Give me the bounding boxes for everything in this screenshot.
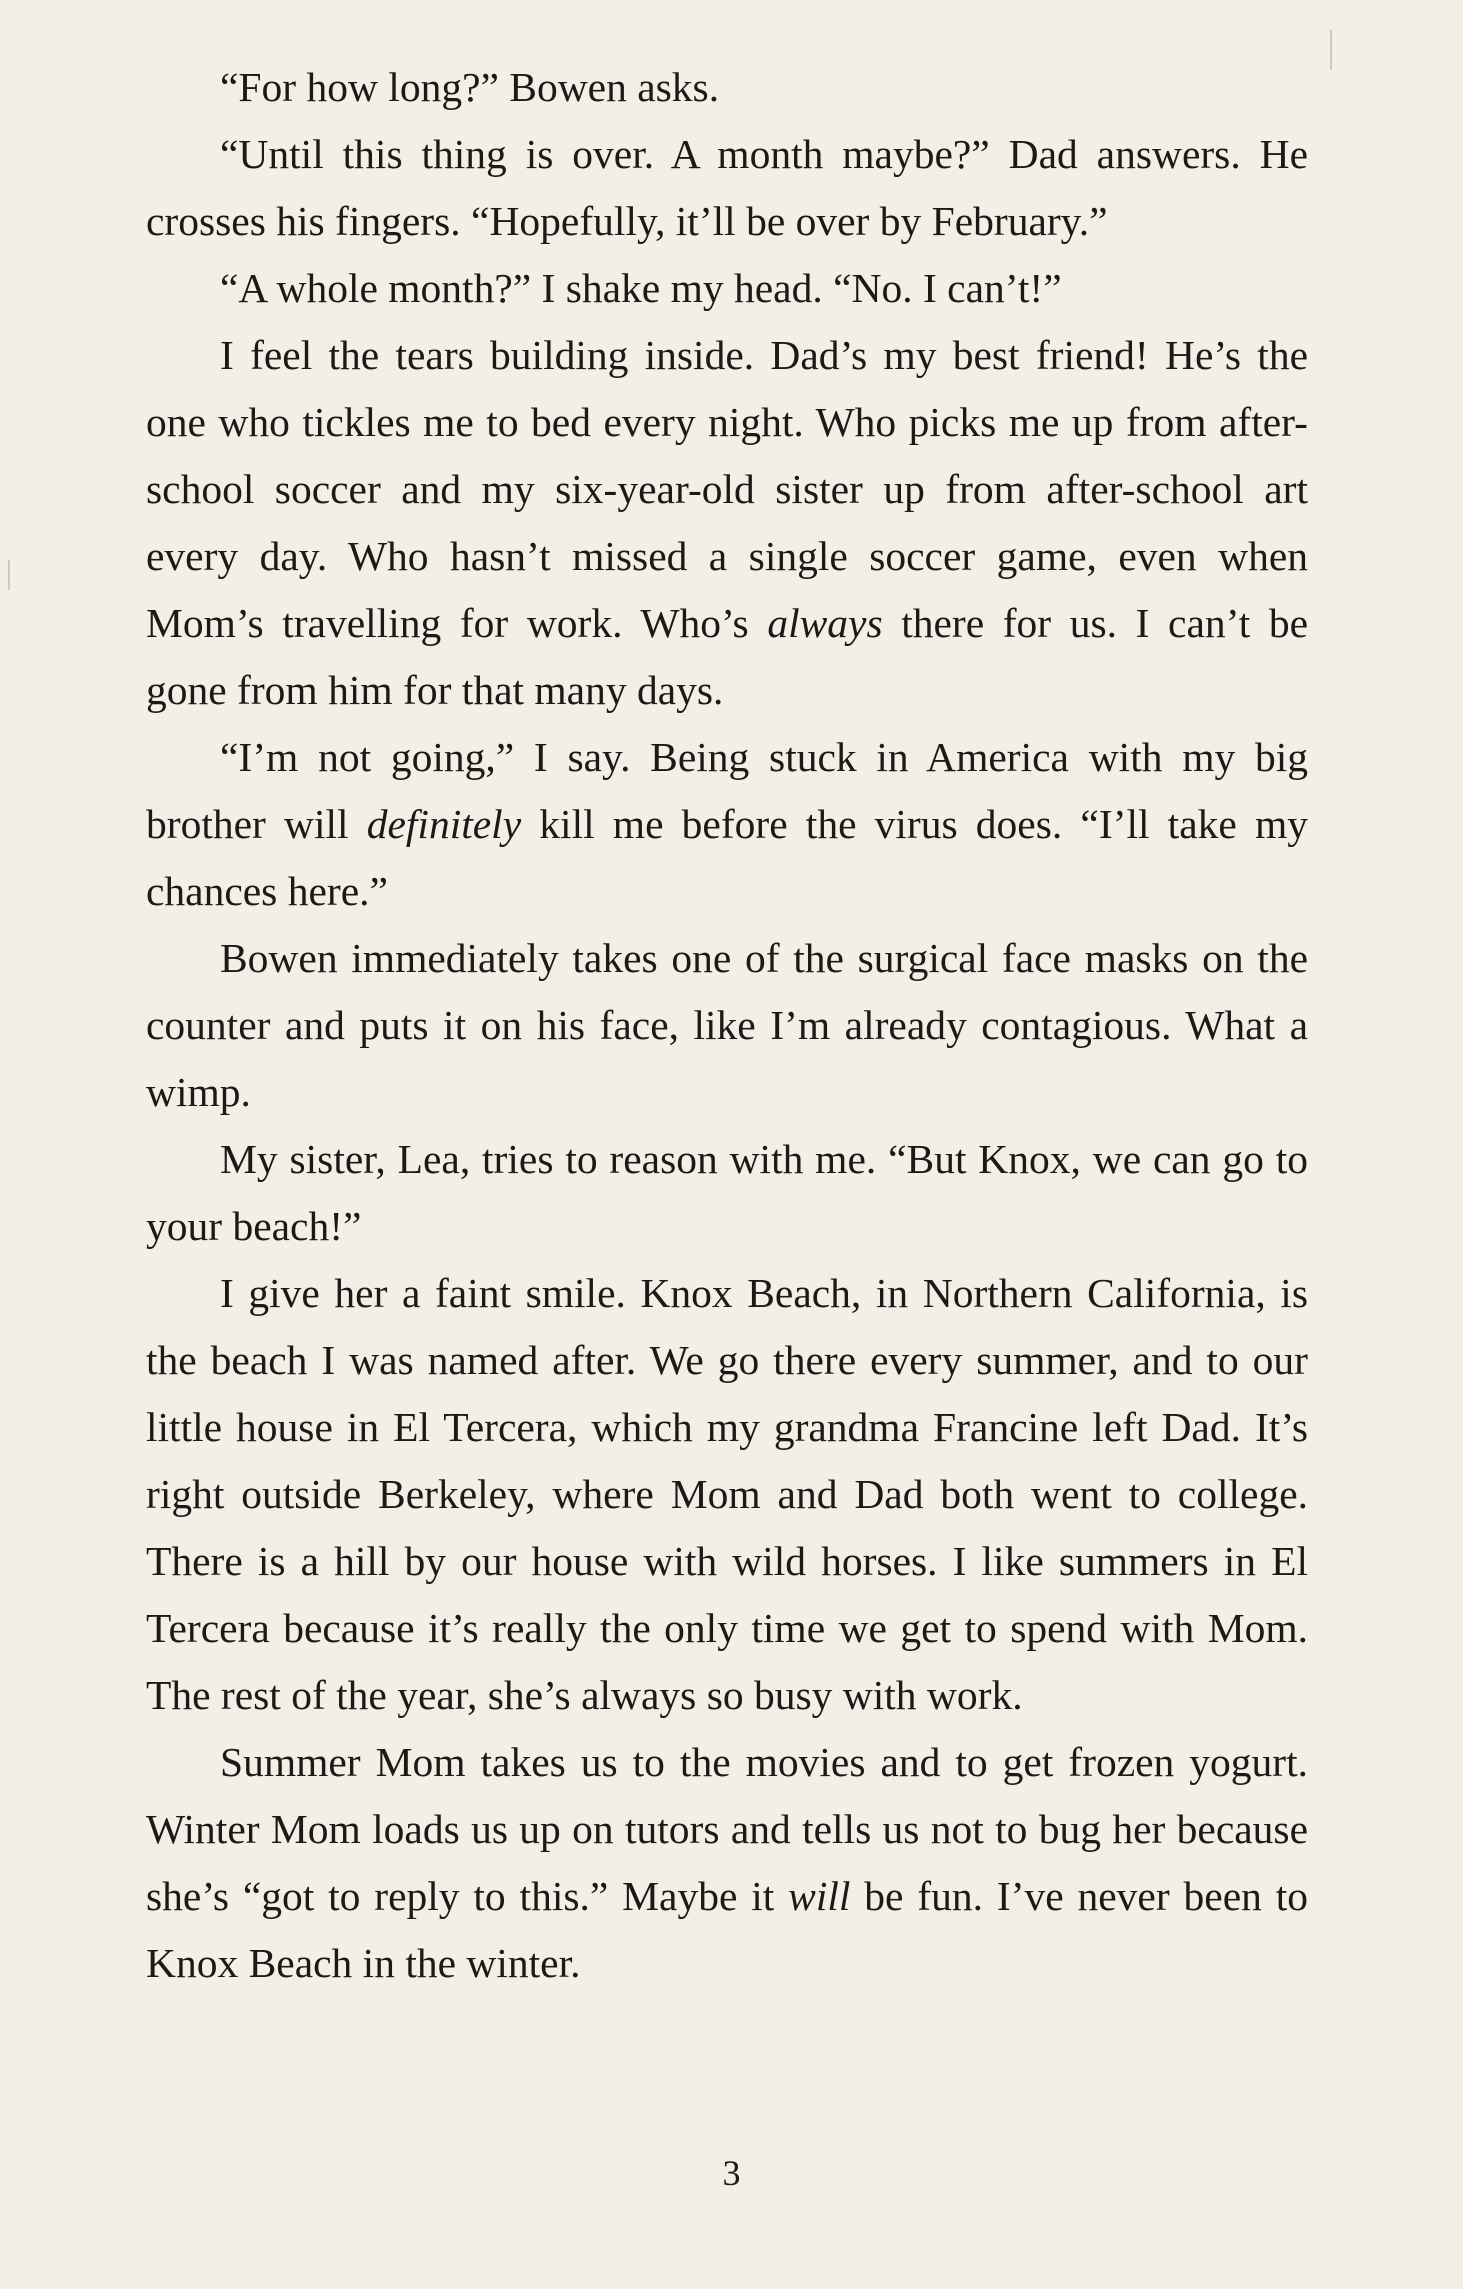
paragraph: [146, 54, 1308, 121]
body-text: [146, 54, 1308, 1997]
paragraph: [146, 724, 1308, 925]
italic-text: will: [788, 1873, 851, 1919]
paragraph: [146, 925, 1308, 1126]
text-run: Summer Mom takes us to the movies and to get frozen yogurt. Winter Mom loads us up on tutors and tells us not to bug her because she’s “got to reply to this.” Maybe it: [146, 1739, 1308, 1919]
text-run: “I’m not going,” I say. Being stuck in America with my big brother will: [146, 734, 1308, 847]
edge-mark: [1330, 30, 1332, 70]
text-run: there for us. I can’t be gone from him for that many days.: [146, 600, 1308, 713]
paragraph: [146, 322, 1308, 724]
paragraph: [146, 255, 1308, 322]
text-run: I feel the tears building inside. Dad’s my best friend! He’s the one who tickles me to bed every night. Who picks me up from after-school soccer and my six-year-old sister up from after-school art every day. Who hasn’t missed a single soccer game, even when Mom’s travelling for work. Who’s: [146, 332, 1308, 646]
paragraph: [146, 121, 1308, 255]
text-run: “For how long?” Bowen asks.: [220, 64, 720, 110]
paragraph: [146, 1729, 1308, 1997]
text-run: Bowen immediately takes one of the surgical face masks on the counter and puts it on his face, like I’m already contagious. What a wimp.: [146, 935, 1308, 1115]
italic-text: definitely: [366, 801, 522, 847]
paragraph: [146, 1126, 1308, 1260]
text-run: kill me before the virus does. “I’ll take my chances here.”: [146, 801, 1308, 914]
edge-mark: [8, 560, 10, 590]
text-run: “A whole month?” I shake my head. “No. I can’t!”: [220, 265, 1062, 311]
text-run: “Until this thing is over. A month maybe?” Dad answers. He crosses his fingers. “Hopefully, it’ll be over by February.”: [146, 131, 1308, 244]
page-number: 3: [722, 2153, 741, 2193]
text-run: I give her a faint smile. Knox Beach, in Northern California, is the beach I was named after. We go there every summer, and to our little house in El Tercera, which my grandma Francine left Dad. It’s right outside Berkeley, where Mom and Dad both went to college. There is a hill by our house with wild horses. I like summers in El Tercera because it’s really the only time we get to spend with Mom. The rest of the year, she’s always so busy with work.: [146, 1270, 1308, 1718]
text-run: My sister, Lea, tries to reason with me. “But Knox, we can go to your beach!”: [146, 1136, 1308, 1249]
text-run: be fun. I’ve never been to Knox Beach in the winter.: [146, 1873, 1308, 1986]
paragraph: [146, 1260, 1308, 1729]
italic-text: always: [767, 600, 883, 646]
